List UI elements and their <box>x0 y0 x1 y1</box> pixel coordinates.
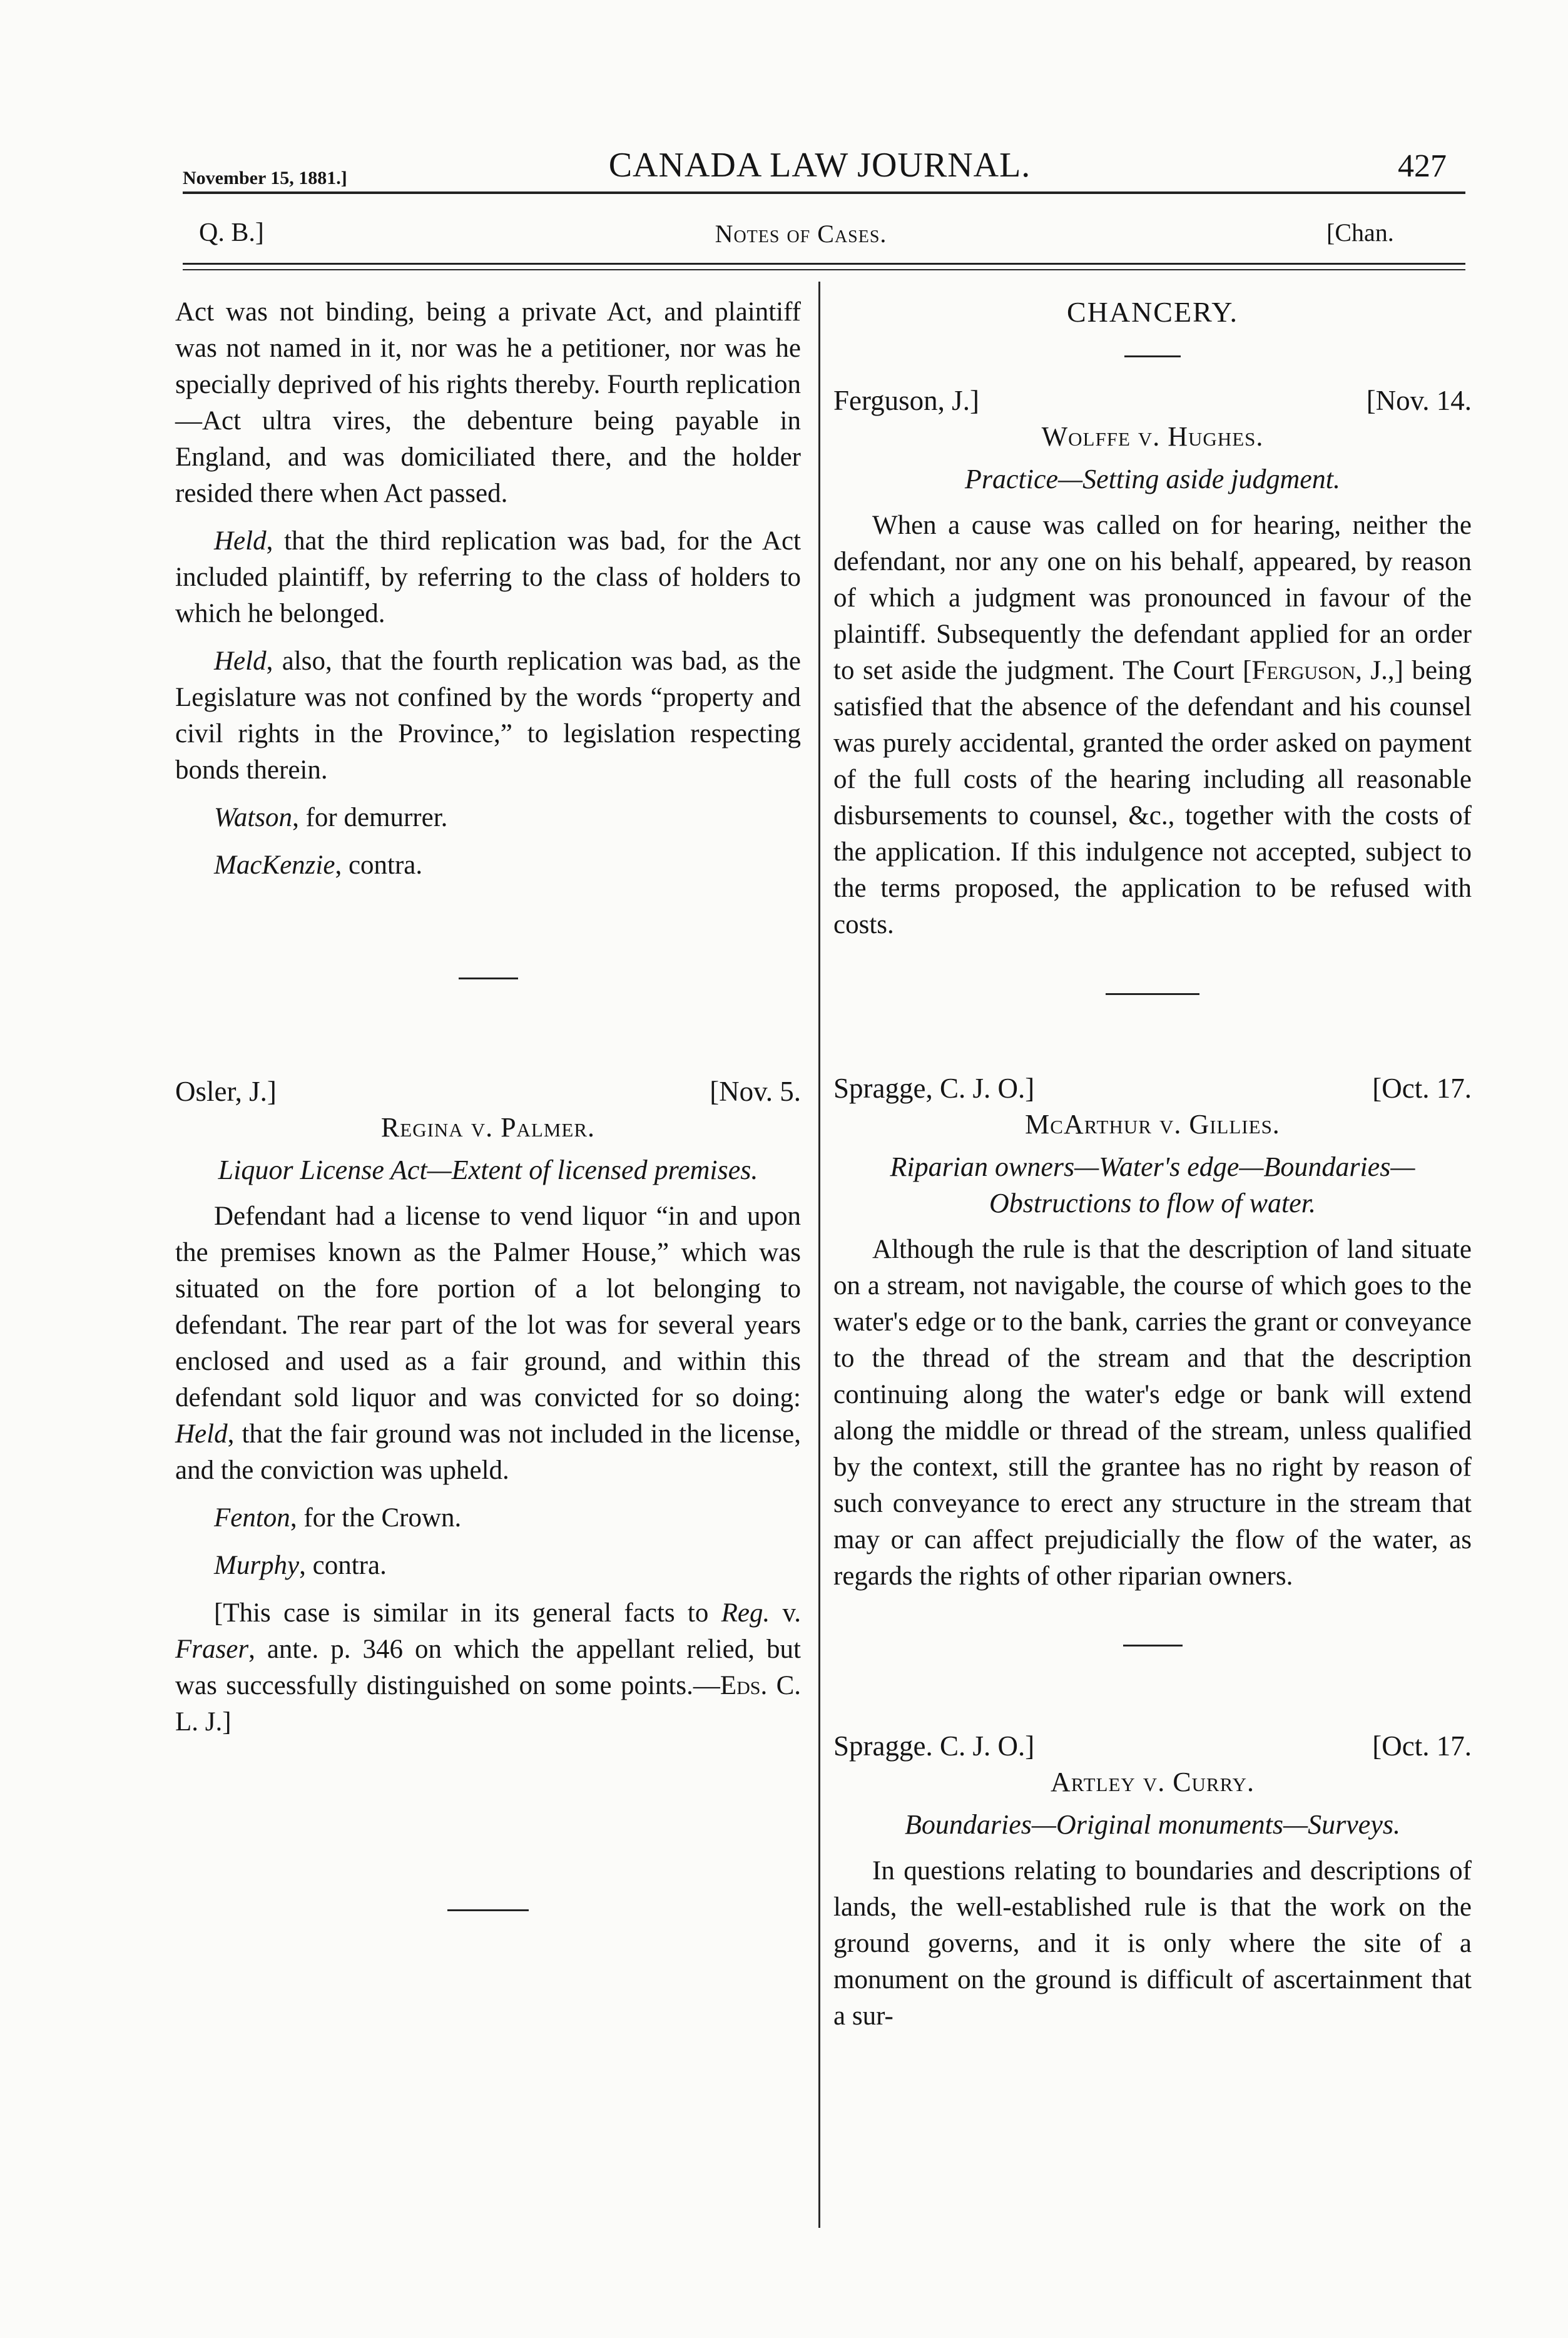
case-topic: Practice—Setting aside judgment. <box>965 464 1340 494</box>
case-citation: Reg. <box>721 1598 770 1628</box>
section-title: Notes of Cases. <box>715 220 887 248</box>
counsel-line <box>175 800 801 836</box>
case-body-text: , that the fair ground was not included in the license, and the conviction was upheld. <box>175 1419 801 1485</box>
case-date: [Nov. 5. <box>710 1076 801 1107</box>
held-text: , that the third replication was bad, for the Act included plaintiff, by referring to the class of holders to which he belonged. <box>175 526 801 628</box>
case-body-text: Defendant had a license to vend liquor “in and upon the premises known as the Palmer House,” which was situated on the fore portion of a lot belonging to defendant. The rear part of the lot was for several years enclosed and used as a fair ground, and within this defendant sold liquor and was convicted for so doing: <box>175 1202 801 1412</box>
editors-signature: Eds. C. L. J.] <box>175 1671 802 1737</box>
editors-note <box>175 1595 801 1740</box>
case-body <box>833 508 1472 943</box>
counsel-line <box>175 847 801 884</box>
held-paragraph-1 <box>175 523 801 632</box>
page-number: 427 <box>1398 148 1447 184</box>
case-date: [Oct. 17. <box>1372 1730 1472 1762</box>
counsel-line <box>175 1500 801 1536</box>
case-body-text: , J.,] being satisfied that the absence of the defendant and his counsel was purely accidental, granted the order asked on payment of the full costs of the hearing including all reasonable disbursements to counsel, &c., together with the costs of the application. If this indulgence not accepted, subject to the terms proposed, the application to be refused with costs. <box>833 656 1472 939</box>
case-body: In questions relating to boundaries and descriptions of lands, the well-established rule is that the work on the ground governs, and it is only where the site of a monument on the ground is difficult of ascertainment that a sur- <box>833 1856 1472 2031</box>
case-judge: Spragge, C. J. O.] <box>833 1073 1035 1104</box>
held-paragraph-2 <box>175 643 801 789</box>
counsel-name: Murphy <box>214 1551 300 1580</box>
journal-title: CANADA LAW JOURNAL. <box>608 146 1031 185</box>
subheader-rule <box>183 263 1465 265</box>
continuation-paragraph: Act was not binding, being a private Act, and plaintiff was not named in it, nor was he a petitioner, nor was he specially deprived of his rights thereby. Fourth replication—Act ultra vires, the debenture being payable in England, and was domiciliated there, and the holder resided there when Act passed. <box>175 297 801 508</box>
case-body-text: When a cause was called on for hearing, neither the defendant, nor any one on his behalf, appeared, by reason of which a judgment was pronounced in favour of the plaintiff. Subsequently the defendant applied for an order to set aside the judgment. The Court [ <box>833 511 1472 685</box>
note-text: , ante. p. 346 on which the appellant relied, but was successfully distinguished on some points.— <box>175 1635 801 1700</box>
case-date: [Oct. 17. <box>1372 1073 1472 1104</box>
case-body: Although the rule is that the description of land situate on a stream, not navigable, the course of which goes to the water's edge or to the bank, carries the grant or conveyance to the thread of the stream and that the description continuing along the water's edge or bank will extend along the middle or thread of the stream, unless qualified by the context, still the grantee has no right by reason of such conveyance to erect any structure in the stream that may or can affect prejudicially the flow of the water, as regards the rights of other riparian owners. <box>833 1235 1472 1591</box>
held-label: Held <box>175 1419 228 1449</box>
held-label: Held <box>214 646 267 676</box>
case-topic: Boundaries—Original monuments—Surveys. <box>905 1809 1400 1840</box>
note-text: [This case is similar in its general facts to <box>214 1598 721 1628</box>
heading-rule <box>1124 355 1181 357</box>
case-date: [Nov. 14. <box>1366 385 1472 416</box>
issue-date: November 15, 1881.] <box>183 168 347 188</box>
left-column <box>175 294 801 1911</box>
judge-reference: Ferguson <box>1251 656 1356 685</box>
counsel-role: , for the Crown. <box>290 1503 462 1533</box>
case-judge: Spragge. C. J. O.] <box>833 1730 1035 1762</box>
right-section-label: [Chan. <box>1326 218 1394 247</box>
case-separator <box>1123 1645 1183 1646</box>
header-rule <box>183 191 1465 194</box>
case-citation: Fraser <box>175 1635 249 1664</box>
counsel-line <box>175 1548 801 1584</box>
case-name: McArthur v. Gillies. <box>1025 1109 1280 1140</box>
column-divider <box>818 282 820 2228</box>
case-body <box>175 1198 801 1489</box>
case-separator <box>1106 993 1199 995</box>
case-judge-line <box>175 1073 801 1110</box>
case-name: Wolffe v. Hughes. <box>1041 421 1264 452</box>
counsel-name: MacKenzie <box>214 850 335 880</box>
case-judge-line <box>833 1728 1472 1764</box>
counsel-role: , for demurrer. <box>292 803 448 832</box>
case-name: Artley v. Curry. <box>1051 1767 1255 1797</box>
case-judge-line <box>833 1070 1472 1106</box>
counsel-name: Fenton <box>214 1503 290 1533</box>
case-name: Regina v. Palmer. <box>380 1112 596 1143</box>
counsel-role: , contra. <box>299 1551 387 1580</box>
left-section-label: Q. B.] <box>199 218 264 247</box>
counsel-name: Watson <box>214 803 293 832</box>
section-heading: CHANCERY. <box>1066 296 1239 328</box>
case-judge: Osler, J.] <box>175 1076 277 1107</box>
case-judge-line <box>833 382 1472 419</box>
case-topic: Liquor License Act—Extent of licensed premises. <box>218 1155 758 1185</box>
subheader-rule-thin <box>183 269 1465 270</box>
counsel-role: , contra. <box>335 850 423 880</box>
column-end-rule <box>447 1909 529 1911</box>
right-column <box>833 294 1472 2046</box>
case-topic: Riparian owners—Water's edge—Boundaries—Obstructions to flow of water. <box>890 1151 1415 1218</box>
note-text: v. <box>770 1598 801 1628</box>
held-text: , also, that the fourth replication was bad, as the Legislature was not confined by the words “property and civil rights in the Province,” to legislation respecting bonds therein. <box>175 646 801 785</box>
held-label: Held <box>214 526 267 556</box>
case-judge: Ferguson, J.] <box>833 385 979 416</box>
case-separator <box>459 978 518 979</box>
